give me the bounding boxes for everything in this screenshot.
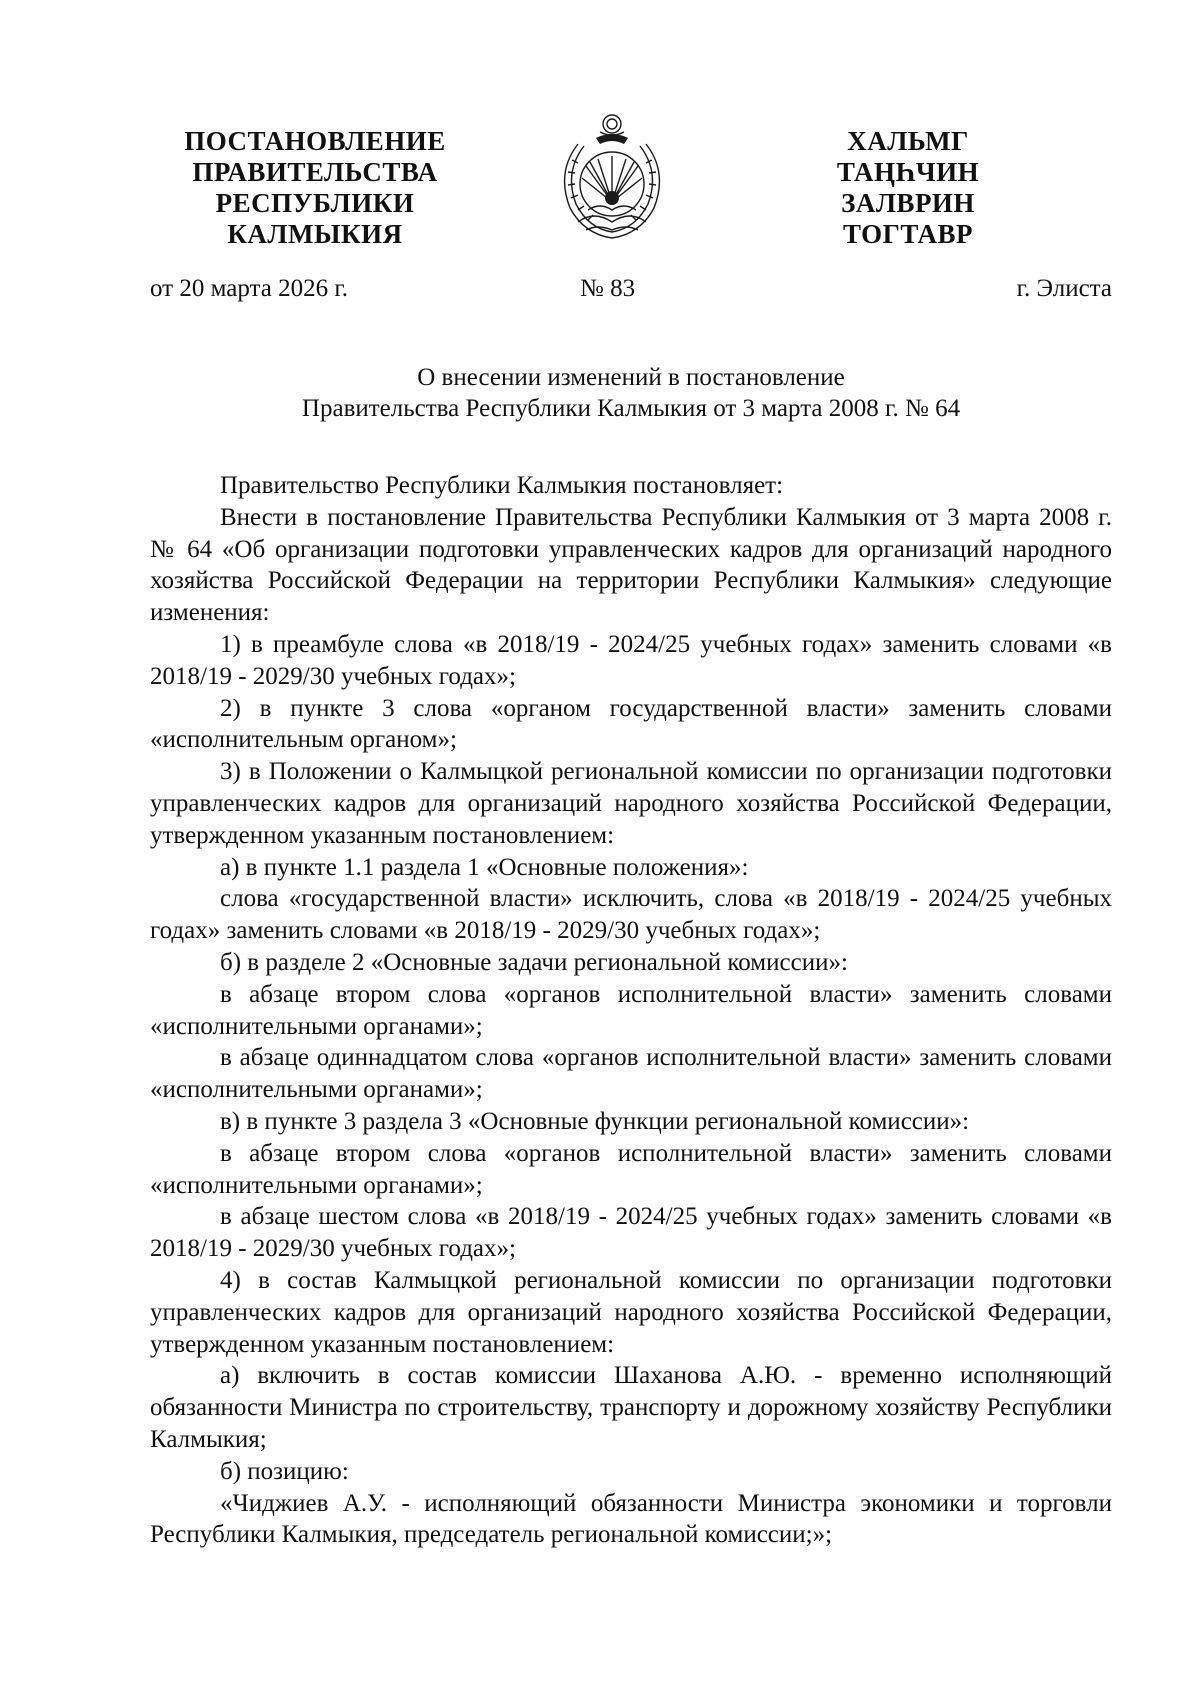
document-title-line: Правительства Республики Калмыкия от 3 марта 2008 г. № 64 xyxy=(301,395,961,422)
paragraph: 2) в пункте 3 слова «органом государственной власти» заменить словами «исполнительным органом»; xyxy=(150,694,1112,754)
paragraph: «Чиджиев А.У. - исполняющий обязанности Министра экономики и торговли Республики Калмыкия, председатель региональной комиссии;»; xyxy=(150,1489,1112,1549)
paragraph: 1) в преамбуле слова «в 2018/19 - 2024/25 учебных годах» заменить словами «в 2018/19 - 2029/30 учебных годах»; xyxy=(150,630,1112,690)
paragraph: слова «государственной власти» исключить, слова «в 2018/19 - 2024/25 учебных годах» заменить словами «в 2018/19 - 2029/30 учебных годах»; xyxy=(150,885,1112,945)
header-russian-title xyxy=(150,126,480,250)
header-left-line: КАЛМЫКИЯ xyxy=(227,219,403,249)
header-kalmyk-title xyxy=(808,126,1008,250)
paragraph: 3) в Положении о Калмыцкой региональной комиссии по организации подготовки управленческих кадров для организаций народного хозяйства Российской Федерации, утвержденном указанным постановлением: xyxy=(150,758,1112,849)
header-right-line: ТОГТАВР xyxy=(843,219,973,249)
paragraph: Внести в постановление Правительства Республики Калмыкия от 3 марта 2008 г. № 64 «Об организации подготовки управленческих кадров для организаций народного хозяйства Российской Федерации на территории Республики Калмыкия» следующие изменения: xyxy=(150,503,1112,627)
document-title xyxy=(150,362,1112,424)
header-right-line: ТАҢҺЧИН xyxy=(836,157,980,187)
header-left-line: ПРАВИТЕЛЬСТВА xyxy=(192,157,438,187)
document-date: от 20 марта 2026 г. xyxy=(150,275,349,302)
header-left-line: РЕСПУБЛИКИ xyxy=(215,188,415,218)
paragraph: Правительство Республики Калмыкия постановляет: xyxy=(220,472,784,499)
header-right-line: ХАЛЬМГ xyxy=(847,126,969,156)
paragraph: а) включить в состав комиссии Шаханова А.Ю. - временно исполняющий обязанности Министра по строительству, транспорту и дорожному хозяйству Республики Калмыкия; xyxy=(150,1362,1112,1453)
document-number: № 83 xyxy=(580,275,636,302)
paragraph: в абзаце шестом слова «в 2018/19 - 2024/25 учебных годах» заменить словами «в 2018/19 - 2029/30 учебных годах»; xyxy=(150,1203,1112,1263)
paragraph: в) в пункте 3 раздела 3 «Основные функции региональной комиссии»: xyxy=(220,1107,970,1135)
document-body xyxy=(150,470,1112,1551)
document-title-line: О внесении изменений в постановление xyxy=(417,364,845,391)
paragraph: в абзаце втором слова «органов исполнительной власти» заменить словами «исполнительными органами»; xyxy=(150,980,1112,1040)
paragraph: а) в пункте 1.1 раздела 1 «Основные положения»: xyxy=(220,853,749,881)
emblem-of-kalmykia-icon xyxy=(548,110,676,248)
paragraph: 4) в состав Калмыцкой региональной комиссии по организации подготовки управленческих кадров для организаций народного хозяйства Российской Федерации, утвержденном указанным постановлением: xyxy=(150,1266,1112,1358)
paragraph: в абзаце втором слова «органов исполнительной власти» заменить словами «исполнительными органами»; xyxy=(150,1139,1112,1199)
paragraph: в абзаце одиннадцатом слова «органов исполнительной власти» заменить словами «исполнительными органами»; xyxy=(150,1044,1112,1104)
header-left-line: ПОСТАНОВЛЕНИЕ xyxy=(184,126,446,156)
document-city: г. Элиста xyxy=(1016,275,1112,302)
paragraph: б) в разделе 2 «Основные задачи региональной комиссии»: xyxy=(220,948,848,976)
paragraph: б) позицию: xyxy=(220,1457,349,1485)
header-right-line: ЗАЛВРИН xyxy=(841,188,975,218)
